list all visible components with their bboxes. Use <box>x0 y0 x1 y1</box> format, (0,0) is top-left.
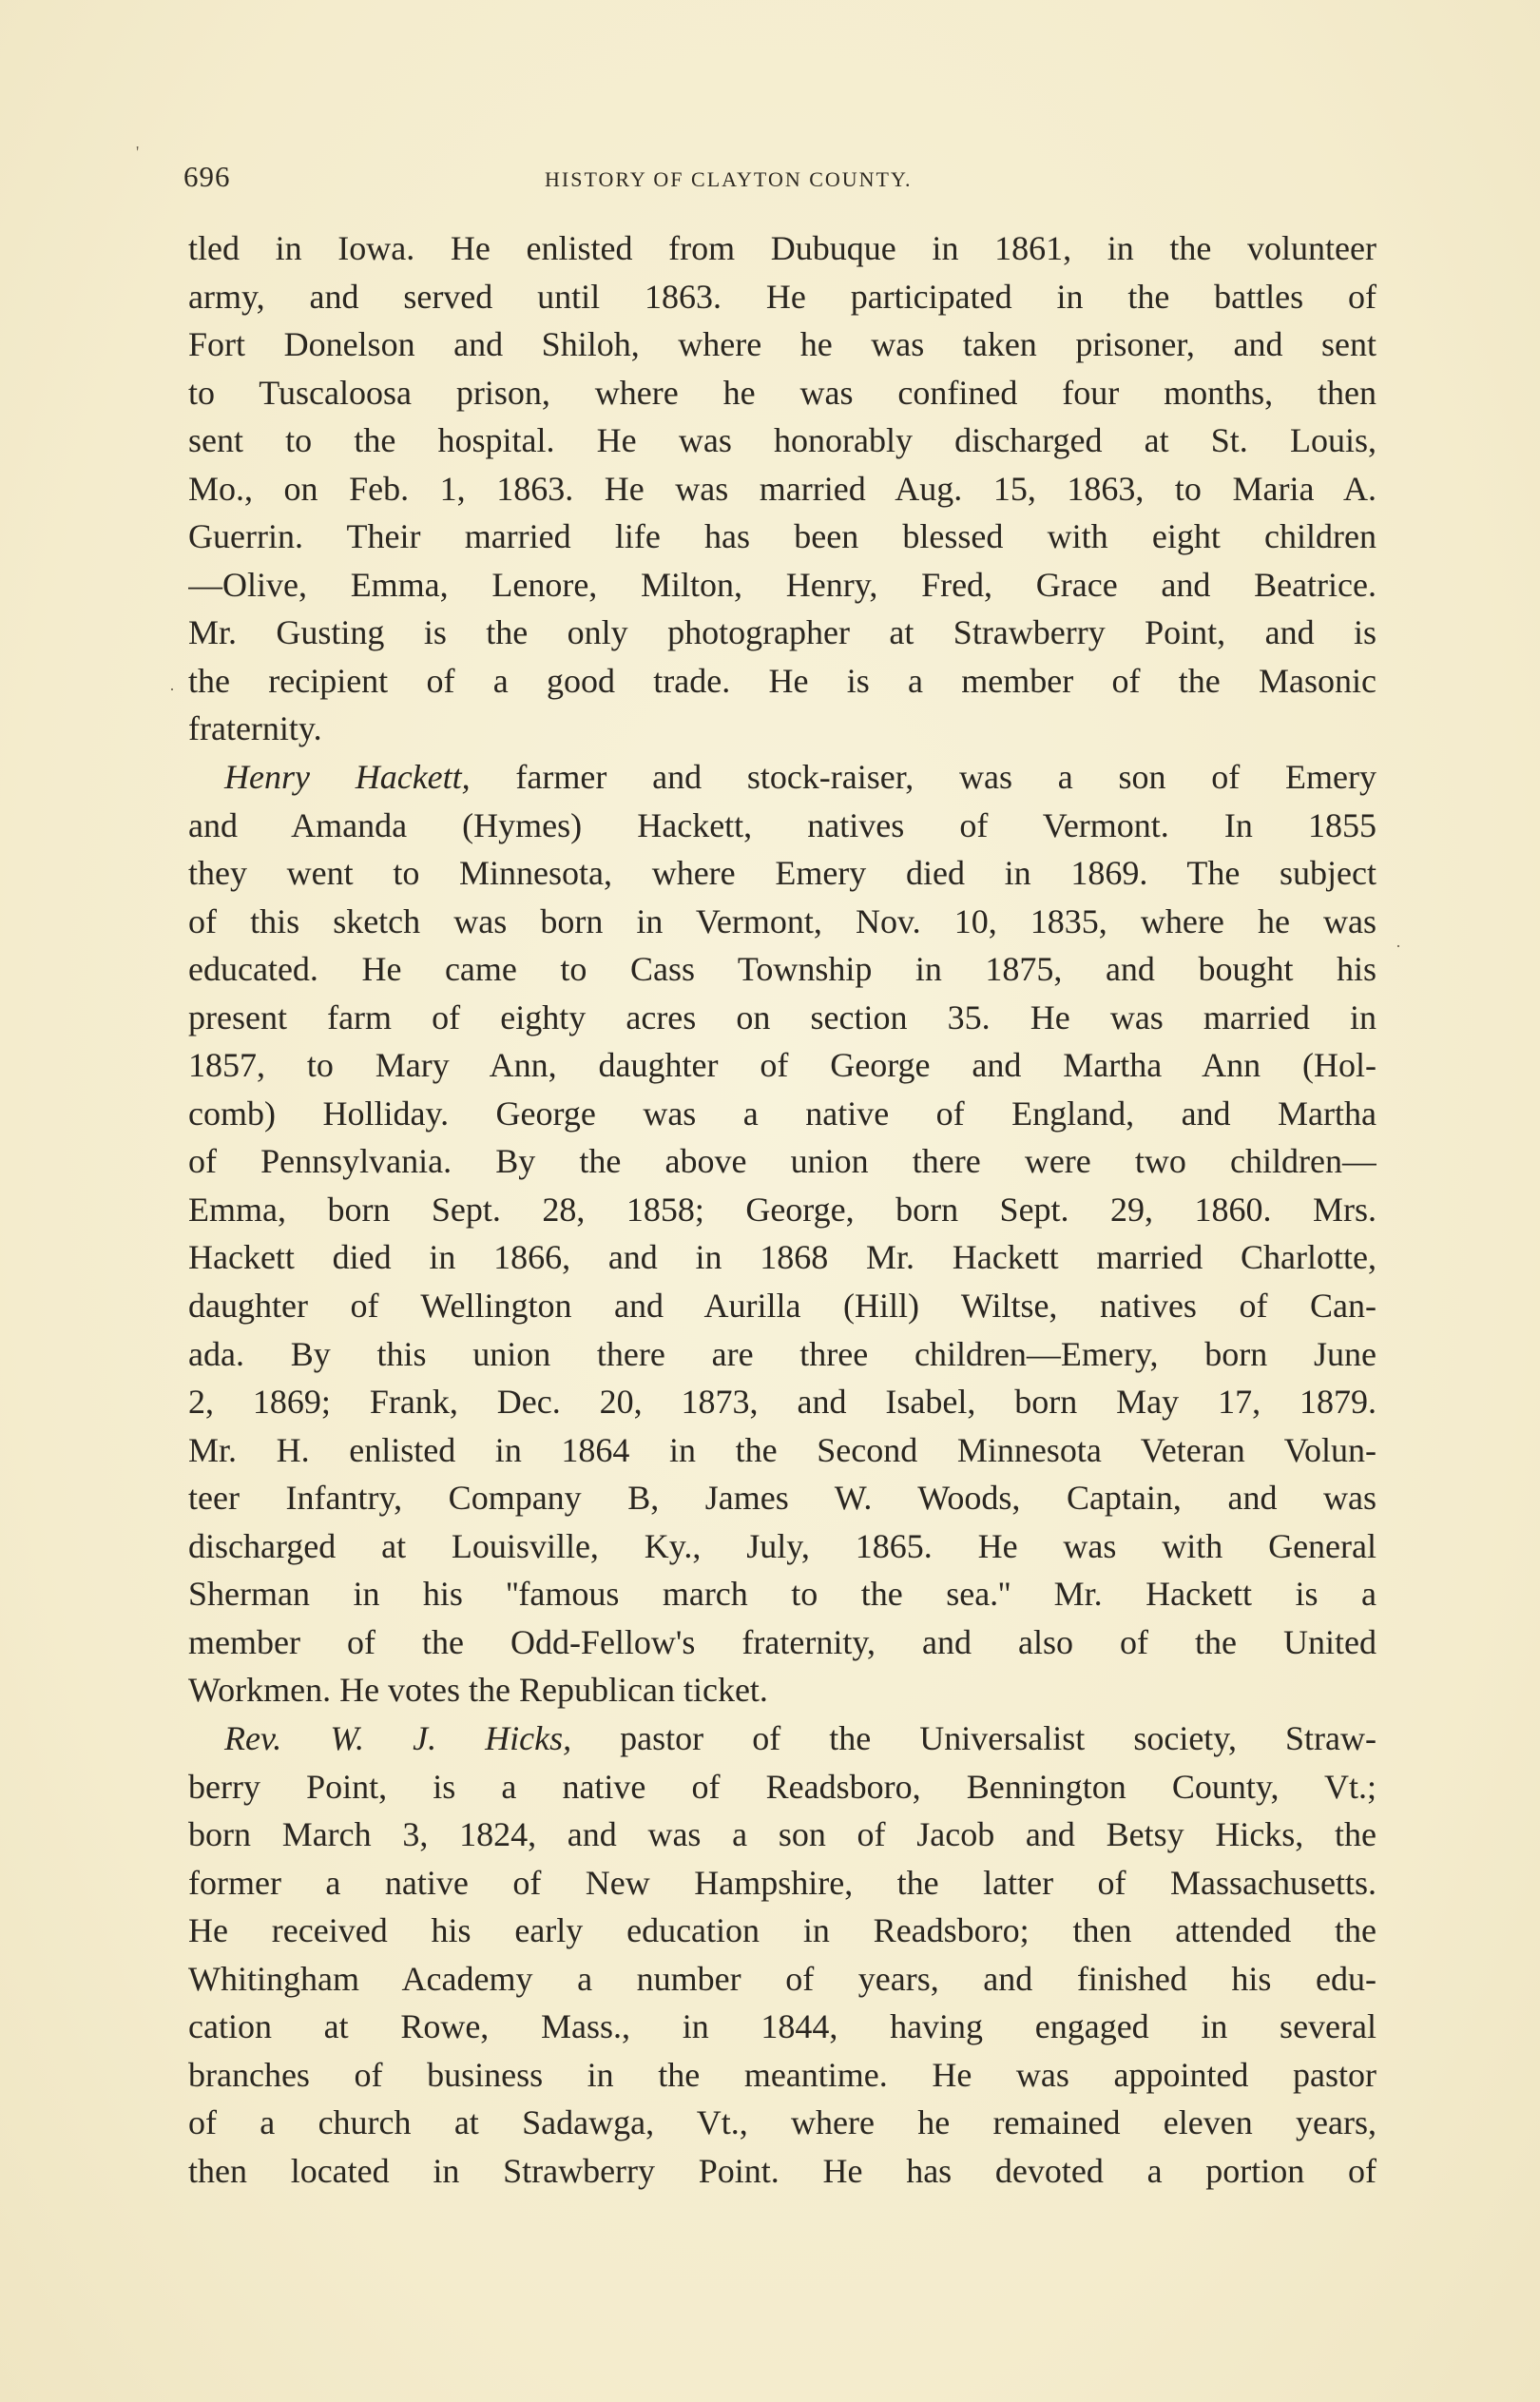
text-line: berry Point, is a native of Readsboro, Bennington County, Vt.; <box>188 1767 1376 1806</box>
text-line: of this sketch was born in Vermont, Nov. 10, 1835, where he was <box>188 901 1376 940</box>
text-line: ada. By this union there are three children—Emery, born June <box>188 1334 1376 1373</box>
text-line: of a church at Sadawga, Vt., where he remained eleven years, <box>188 2103 1376 2142</box>
text-line: —Olive, Emma, Lenore, Milton, Henry, Fred, Grace and Beatrice. <box>188 565 1376 604</box>
margin-mark-mid-left: · <box>169 680 175 699</box>
text-line: teer Infantry, Company B, James W. Woods, Captain, and was <box>188 1479 1376 1518</box>
text-line: army, and served until 1863. He participated in the battles of <box>188 277 1376 316</box>
text-line: cation at Rowe, Mass., in 1844, having engaged in several <box>188 2007 1376 2046</box>
text-line-rest: pastor of the Universalist society, Straw- <box>571 1718 1376 1757</box>
text-line: daughter of Wellington and Aurilla (Hill) Wiltse, natives of Can- <box>188 1287 1376 1326</box>
text-line: Mr. Gusting is the only photographer at Strawberry Point, and is <box>188 613 1376 652</box>
text-line: then located in Strawberry Point. He has devoted a portion of <box>188 2151 1376 2190</box>
text-line: Mo., on Feb. 1, 1863. He was married Aug. 15, 1863, to Maria A. <box>188 469 1376 508</box>
page-number: 696 <box>183 160 231 193</box>
text-line: member of the Odd-Fellow's fraternity, and also of the United <box>188 1622 1376 1661</box>
text-line: Hackett died in 1866, and in 1868 Mr. Hackett married Charlotte, <box>188 1238 1376 1277</box>
text-line: 1857, to Mary Ann, daughter of George and Martha Ann (Hol- <box>188 1046 1376 1085</box>
text-line: sent to the hospital. He was honorably discharged at St. Louis, <box>188 421 1376 460</box>
text-line: Sherman in his ''famous march to the sea.'' Mr. Hackett is a <box>188 1575 1376 1614</box>
text-line: the recipient of a good trade. He is a member of the Masonic <box>188 661 1376 700</box>
text-line: they went to Minnesota, where Emery died in 1869. The subject <box>188 854 1376 893</box>
text-line: tled in Iowa. He enlisted from Dubuque in 1861, in the volunteer <box>188 229 1376 267</box>
text-line: Fort Donelson and Shiloh, where he was taken prisoner, and sent <box>188 325 1376 364</box>
text-line: comb) Holliday. George was a native of England, and Martha <box>188 1094 1376 1133</box>
biography-name-hackett: Henry Hackett, <box>224 758 471 797</box>
text-line: of Pennsylvania. By the above union there were two children— <box>188 1142 1376 1181</box>
body-text <box>188 224 1376 2195</box>
text-line: He received his early education in Readsboro; then attended the <box>188 1911 1376 1950</box>
text-line-rest: farmer and stock-raiser, was a son of Emery <box>470 758 1376 797</box>
text-line: fraternity. <box>188 709 322 748</box>
biography-name-hicks: Rev. W. J. Hicks, <box>224 1718 572 1757</box>
margin-mark-top-left: ' <box>136 143 140 162</box>
text-line: to Tuscaloosa prison, where he was confined four months, then <box>188 373 1376 412</box>
text-line: branches of business in the meantime. He was appointed pastor <box>188 2055 1376 2094</box>
text-line: Workmen. He votes the Republican ticket. <box>188 1671 768 1710</box>
paragraph-start-line <box>188 1714 1376 1763</box>
text-line: Mr. H. enlisted in 1864 in the Second Minnesota Veteran Volun- <box>188 1430 1376 1469</box>
text-line: born March 3, 1824, and was a son of Jacob and Betsy Hicks, the <box>188 1815 1376 1854</box>
text-line: present farm of eighty acres on section 35. He was married in <box>188 998 1376 1036</box>
text-line: discharged at Louisville, Ky., July, 1865. He was with General <box>188 1526 1376 1565</box>
text-line: former a native of New Hampshire, the latter of Massachusetts. <box>188 1863 1376 1902</box>
text-line: Whitingham Academy a number of years, and finished his edu- <box>188 1959 1376 1998</box>
text-line: 2, 1869; Frank, Dec. 20, 1873, and Isabel, born May 17, 1879. <box>188 1383 1376 1422</box>
page-title: HISTORY OF CLAYTON COUNTY. <box>545 167 913 191</box>
text-line: and Amanda (Hymes) Hackett, natives of Vermont. In 1855 <box>188 805 1376 844</box>
margin-mark-right: · <box>1396 937 1401 956</box>
text-line: Emma, born Sept. 28, 1858; George, born Sept. 29, 1860. Mrs. <box>188 1190 1376 1229</box>
text-line: educated. He came to Cass Township in 1875, and bought his <box>188 950 1376 989</box>
text-line: Guerrin. Their married life has been blessed with eight children <box>188 517 1376 556</box>
paragraph-start-line <box>188 753 1376 802</box>
running-head <box>183 160 1039 198</box>
